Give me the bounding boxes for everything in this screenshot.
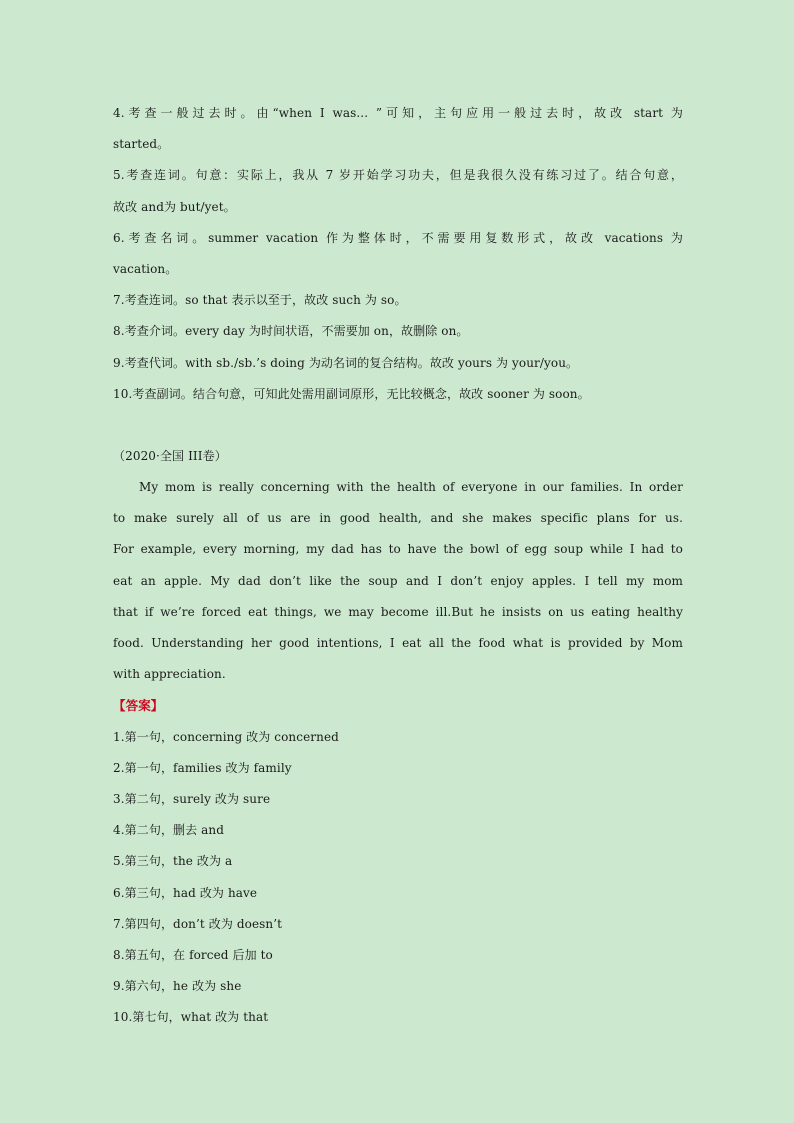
explanation-item: 4.考查一般过去时。由“when I was... ”可知，主句应用一般过去时，故改 start 为 [113, 106, 683, 120]
answer-item: 4.第二句，删去 and [113, 823, 225, 838]
answer-item: 8.第五句，在 forced 后加 to [113, 947, 273, 962]
passage-line: food. Understanding her good intentions, I eat all the food what is provided by Mom [113, 636, 683, 650]
passage-line: My mom is really concerning with the health of everyone in our families. In order [139, 480, 683, 495]
passage-line: that if we’re forced eat things, we may become ill.But he insists on us eating healthy [113, 604, 683, 619]
explanation-item: 8.考查介词。every day 为时间状语，不需要加 on，故删除 on。 [113, 324, 469, 339]
passage [113, 441, 683, 691]
explanation-item-cont: 故改 and为 but/yet。 [113, 199, 236, 214]
answer-item: 1.第一句，concerning 改为 concerned [113, 729, 339, 744]
document-content [113, 98, 683, 1033]
answer-item: 10.第七句，what 改为 that [113, 1010, 269, 1025]
passage-line: to make surely all of us are in good health, and she makes specific plans for us. [113, 511, 683, 526]
explanation-item: 10.考查副词。结合句意，可知此处需用副词原形，无比较概念，故改 sooner 为 soon。 [113, 386, 590, 401]
explanation-item: 9.考查代词。with sb./sb.’s doing 为动名词的复合结构。故改 yours 为 your/you。 [113, 355, 579, 370]
answer-item: 2.第一句，families 改为 family [113, 760, 292, 775]
passage-line: eat an apple. My dad don’t like the soup and I don’t enjoy apples. I tell my mom [113, 573, 683, 588]
passage-source: （2020·全国 III卷） [113, 448, 227, 463]
explanation-item: 7.考查连词。so that 表示以至于，故改 such 为 so。 [113, 293, 407, 308]
answers [113, 690, 683, 1033]
answer-item: 6.第三句，had 改为 have [113, 885, 258, 900]
passage-line: with appreciation. [113, 667, 226, 682]
explanation-list [113, 98, 683, 410]
answer-item: 9.第六句，he 改为 she [113, 979, 242, 994]
answer-item: 5.第三句，the 改为 a [113, 854, 233, 869]
explanation-item: 6.考查名词。summer vacation 作为整体时，不需要用复数形式，故改 vacations 为 [113, 230, 683, 245]
answer-item: 7.第四句，don’t 改为 doesn’t [113, 916, 283, 931]
spacer [113, 410, 683, 441]
answer-item: 3.第二句，surely 改为 sure [113, 791, 271, 806]
explanation-item: 5.考查连词。句意：实际上，我从 7 岁开始学习功夫，但是我很久没有练习过了。结合句意， [113, 168, 683, 183]
answer-label: 【答案】 [113, 698, 164, 714]
explanation-item-cont: started。 [113, 137, 170, 152]
explanation-item-cont: vacation。 [113, 261, 178, 276]
passage-line: For example, every morning, my dad has to have the bowl of egg soup while I had to [113, 542, 683, 557]
